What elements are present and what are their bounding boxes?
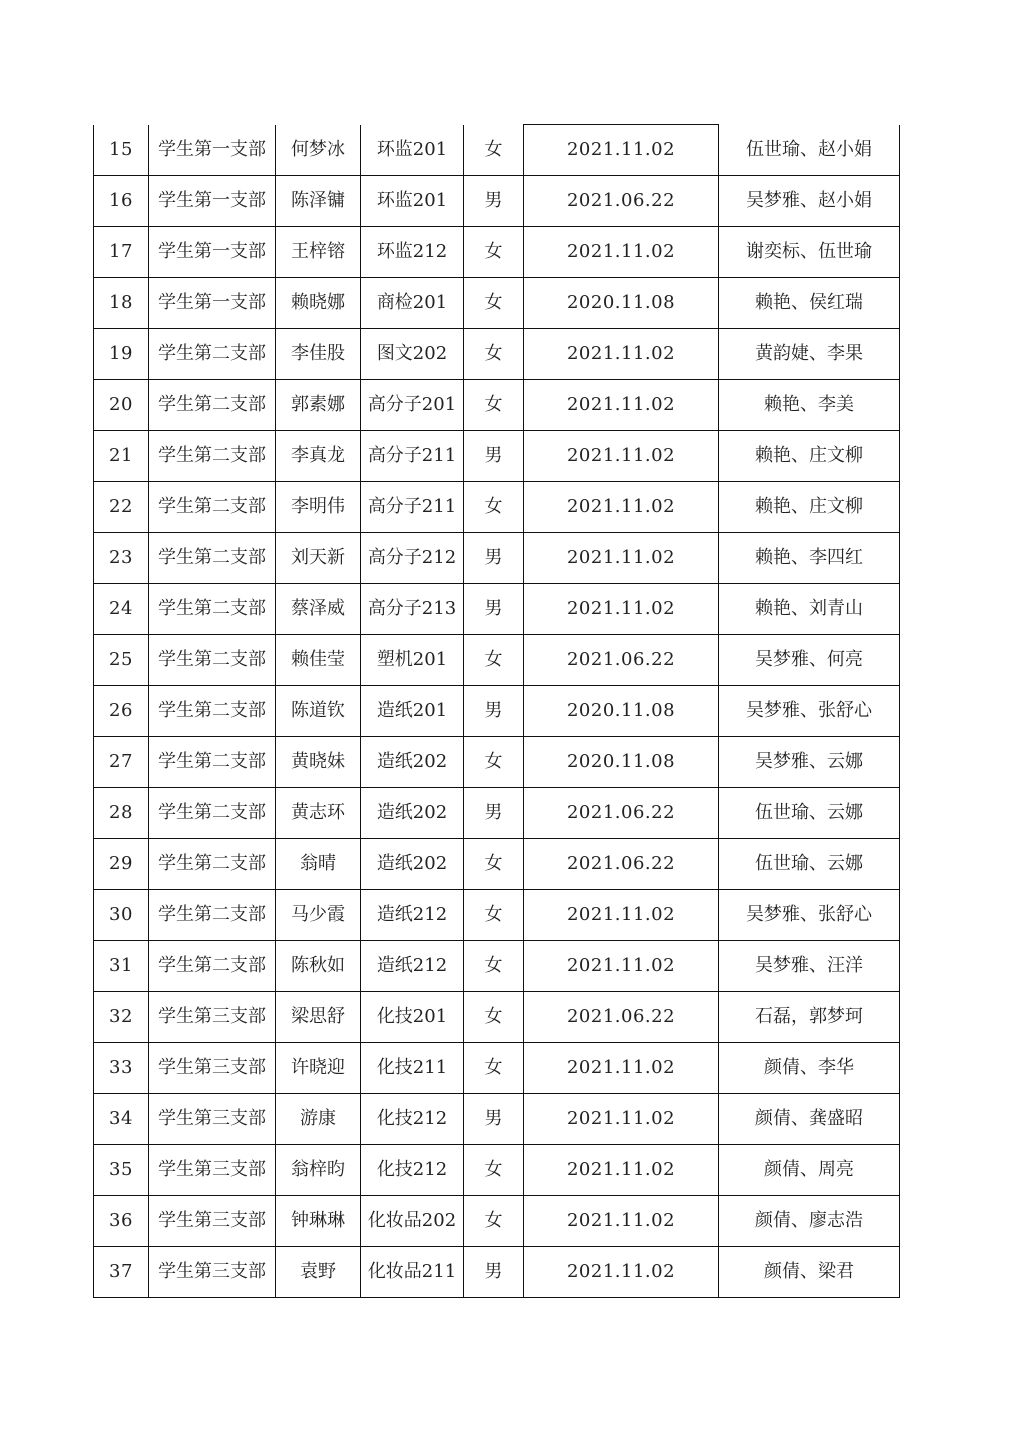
name-cell: 何梦冰	[276, 125, 361, 176]
sponsors-cell: 赖艳、侯红瑞	[719, 278, 900, 329]
class-cell: 高分子213	[361, 584, 464, 635]
branch-cell: 学生第一支部	[149, 176, 276, 227]
branch-cell: 学生第二支部	[149, 482, 276, 533]
sponsors-cell: 石磊，郭梦珂	[719, 992, 900, 1043]
row-number: 34	[94, 1094, 149, 1145]
sponsors-cell: 赖艳、庄文柳	[719, 431, 900, 482]
sponsors-cell: 伍世瑜、云娜	[719, 839, 900, 890]
branch-cell: 学生第二支部	[149, 329, 276, 380]
class-cell: 化技212	[361, 1145, 464, 1196]
gender-cell: 女	[464, 1145, 524, 1196]
branch-cell: 学生第二支部	[149, 584, 276, 635]
gender-cell: 男	[464, 584, 524, 635]
gender-cell: 女	[464, 482, 524, 533]
name-cell: 黄晓妹	[276, 737, 361, 788]
table-row	[94, 1145, 900, 1196]
sponsors-cell: 赖艳、刘青山	[719, 584, 900, 635]
row-number: 35	[94, 1145, 149, 1196]
name-cell: 马少霞	[276, 890, 361, 941]
branch-cell: 学生第二支部	[149, 839, 276, 890]
gender-cell: 男	[464, 788, 524, 839]
table-row	[94, 992, 900, 1043]
class-cell: 造纸202	[361, 839, 464, 890]
sponsors-cell: 颜倩、龚盛昭	[719, 1094, 900, 1145]
class-cell: 商检201	[361, 278, 464, 329]
class-cell: 塑机201	[361, 635, 464, 686]
table-row	[94, 788, 900, 839]
class-cell: 造纸212	[361, 890, 464, 941]
date-cell: 2021.11.02	[524, 1247, 719, 1298]
name-cell: 赖佳莹	[276, 635, 361, 686]
branch-cell: 学生第二支部	[149, 635, 276, 686]
name-cell: 陈泽镛	[276, 176, 361, 227]
date-cell: 2021.11.02	[524, 533, 719, 584]
sponsors-cell: 吴梦雅、张舒心	[719, 686, 900, 737]
table-row	[94, 890, 900, 941]
sponsors-cell: 伍世瑜、云娜	[719, 788, 900, 839]
name-cell: 陈道钦	[276, 686, 361, 737]
table-row	[94, 380, 900, 431]
name-cell: 李明伟	[276, 482, 361, 533]
table-row	[94, 1247, 900, 1298]
name-cell: 郭素娜	[276, 380, 361, 431]
table-row	[94, 125, 900, 176]
table-row	[94, 482, 900, 533]
table-row	[94, 584, 900, 635]
gender-cell: 男	[464, 1247, 524, 1298]
branch-cell: 学生第三支部	[149, 1043, 276, 1094]
gender-cell: 女	[464, 329, 524, 380]
branch-cell: 学生第三支部	[149, 1247, 276, 1298]
name-cell: 李佳股	[276, 329, 361, 380]
sponsors-cell: 赖艳、庄文柳	[719, 482, 900, 533]
class-cell: 造纸202	[361, 788, 464, 839]
branch-cell: 学生第二支部	[149, 380, 276, 431]
date-cell: 2021.11.02	[524, 227, 719, 278]
class-cell: 高分子212	[361, 533, 464, 584]
branch-cell: 学生第一支部	[149, 278, 276, 329]
gender-cell: 女	[464, 890, 524, 941]
date-cell: 2021.11.02	[524, 1043, 719, 1094]
row-number: 16	[94, 176, 149, 227]
sponsors-cell: 吴梦雅、赵小娟	[719, 176, 900, 227]
gender-cell: 女	[464, 380, 524, 431]
row-number: 15	[94, 125, 149, 176]
name-cell: 陈秋如	[276, 941, 361, 992]
row-number: 30	[94, 890, 149, 941]
gender-cell: 女	[464, 839, 524, 890]
date-cell: 2021.11.02	[524, 890, 719, 941]
table-row	[94, 839, 900, 890]
sponsors-cell: 赖艳、李美	[719, 380, 900, 431]
branch-cell: 学生第二支部	[149, 737, 276, 788]
date-cell: 2021.11.02	[524, 125, 719, 176]
row-number: 23	[94, 533, 149, 584]
row-number: 24	[94, 584, 149, 635]
sponsors-cell: 吴梦雅、汪洋	[719, 941, 900, 992]
gender-cell: 女	[464, 737, 524, 788]
name-cell: 许晓迎	[276, 1043, 361, 1094]
table-row	[94, 278, 900, 329]
member-table	[93, 124, 900, 1298]
class-cell: 造纸212	[361, 941, 464, 992]
date-cell: 2021.11.02	[524, 431, 719, 482]
sponsors-cell: 黄韵婕、李果	[719, 329, 900, 380]
row-number: 17	[94, 227, 149, 278]
name-cell: 刘天新	[276, 533, 361, 584]
sponsors-cell: 吴梦雅、何亮	[719, 635, 900, 686]
row-number: 36	[94, 1196, 149, 1247]
class-cell: 高分子211	[361, 431, 464, 482]
name-cell: 蔡泽威	[276, 584, 361, 635]
gender-cell: 女	[464, 1043, 524, 1094]
branch-cell: 学生第二支部	[149, 941, 276, 992]
row-number: 32	[94, 992, 149, 1043]
class-cell: 高分子211	[361, 482, 464, 533]
table-row	[94, 1196, 900, 1247]
row-number: 27	[94, 737, 149, 788]
name-cell: 李真龙	[276, 431, 361, 482]
gender-cell: 女	[464, 227, 524, 278]
gender-cell: 男	[464, 686, 524, 737]
table-row	[94, 431, 900, 482]
class-cell: 造纸201	[361, 686, 464, 737]
table-row	[94, 635, 900, 686]
table-row	[94, 686, 900, 737]
class-cell: 环监201	[361, 125, 464, 176]
name-cell: 梁思舒	[276, 992, 361, 1043]
branch-cell: 学生第二支部	[149, 533, 276, 584]
branch-cell: 学生第二支部	[149, 890, 276, 941]
branch-cell: 学生第三支部	[149, 992, 276, 1043]
row-number: 37	[94, 1247, 149, 1298]
gender-cell: 女	[464, 941, 524, 992]
class-cell: 图文202	[361, 329, 464, 380]
class-cell: 化妆品202	[361, 1196, 464, 1247]
date-cell: 2021.11.02	[524, 1196, 719, 1247]
row-number: 18	[94, 278, 149, 329]
table-row	[94, 533, 900, 584]
date-cell: 2021.11.02	[524, 482, 719, 533]
gender-cell: 女	[464, 125, 524, 176]
date-cell: 2020.11.08	[524, 278, 719, 329]
sponsors-cell: 谢奕标、伍世瑜	[719, 227, 900, 278]
row-number: 20	[94, 380, 149, 431]
branch-cell: 学生第三支部	[149, 1145, 276, 1196]
date-cell: 2021.11.02	[524, 1145, 719, 1196]
table-row	[94, 176, 900, 227]
name-cell: 翁梓昀	[276, 1145, 361, 1196]
row-number: 19	[94, 329, 149, 380]
class-cell: 化技201	[361, 992, 464, 1043]
gender-cell: 女	[464, 992, 524, 1043]
class-cell: 高分子201	[361, 380, 464, 431]
row-number: 21	[94, 431, 149, 482]
date-cell: 2021.06.22	[524, 992, 719, 1043]
gender-cell: 女	[464, 1196, 524, 1247]
date-cell: 2021.11.02	[524, 584, 719, 635]
date-cell: 2021.06.22	[524, 176, 719, 227]
sponsors-cell: 吴梦雅、张舒心	[719, 890, 900, 941]
table-row	[94, 1043, 900, 1094]
class-cell: 造纸202	[361, 737, 464, 788]
row-number: 29	[94, 839, 149, 890]
row-number: 31	[94, 941, 149, 992]
class-cell: 化技212	[361, 1094, 464, 1145]
gender-cell: 男	[464, 533, 524, 584]
gender-cell: 女	[464, 278, 524, 329]
table-row	[94, 737, 900, 788]
name-cell: 翁晴	[276, 839, 361, 890]
table-row	[94, 329, 900, 380]
gender-cell: 女	[464, 635, 524, 686]
name-cell: 袁野	[276, 1247, 361, 1298]
table-row	[94, 227, 900, 278]
branch-cell: 学生第二支部	[149, 686, 276, 737]
name-cell: 赖晓娜	[276, 278, 361, 329]
sponsors-cell: 颜倩、周亮	[719, 1145, 900, 1196]
sponsors-cell: 赖艳、李四红	[719, 533, 900, 584]
date-cell: 2021.11.02	[524, 941, 719, 992]
branch-cell: 学生第一支部	[149, 227, 276, 278]
class-cell: 环监212	[361, 227, 464, 278]
sponsors-cell: 颜倩、廖志浩	[719, 1196, 900, 1247]
class-cell: 环监201	[361, 176, 464, 227]
row-number: 25	[94, 635, 149, 686]
branch-cell: 学生第三支部	[149, 1196, 276, 1247]
date-cell: 2021.06.22	[524, 839, 719, 890]
sponsors-cell: 伍世瑜、赵小娟	[719, 125, 900, 176]
name-cell: 钟琳琳	[276, 1196, 361, 1247]
row-number: 26	[94, 686, 149, 737]
member-table-body	[94, 125, 900, 1298]
class-cell: 化妆品211	[361, 1247, 464, 1298]
date-cell: 2020.11.08	[524, 686, 719, 737]
date-cell: 2021.11.02	[524, 1094, 719, 1145]
sponsors-cell: 吴梦雅、云娜	[719, 737, 900, 788]
date-cell: 2021.11.02	[524, 329, 719, 380]
date-cell: 2020.11.08	[524, 737, 719, 788]
branch-cell: 学生第二支部	[149, 431, 276, 482]
gender-cell: 男	[464, 431, 524, 482]
branch-cell: 学生第三支部	[149, 1094, 276, 1145]
name-cell: 黄志环	[276, 788, 361, 839]
sponsors-cell: 颜倩、梁君	[719, 1247, 900, 1298]
sponsors-cell: 颜倩、李华	[719, 1043, 900, 1094]
date-cell: 2021.06.22	[524, 788, 719, 839]
branch-cell: 学生第一支部	[149, 125, 276, 176]
gender-cell: 男	[464, 176, 524, 227]
date-cell: 2021.06.22	[524, 635, 719, 686]
table-row	[94, 1094, 900, 1145]
name-cell: 游康	[276, 1094, 361, 1145]
row-number: 33	[94, 1043, 149, 1094]
date-cell: 2021.11.02	[524, 380, 719, 431]
name-cell: 王梓镕	[276, 227, 361, 278]
branch-cell: 学生第二支部	[149, 788, 276, 839]
table-row	[94, 941, 900, 992]
class-cell: 化技211	[361, 1043, 464, 1094]
row-number: 22	[94, 482, 149, 533]
gender-cell: 男	[464, 1094, 524, 1145]
row-number: 28	[94, 788, 149, 839]
